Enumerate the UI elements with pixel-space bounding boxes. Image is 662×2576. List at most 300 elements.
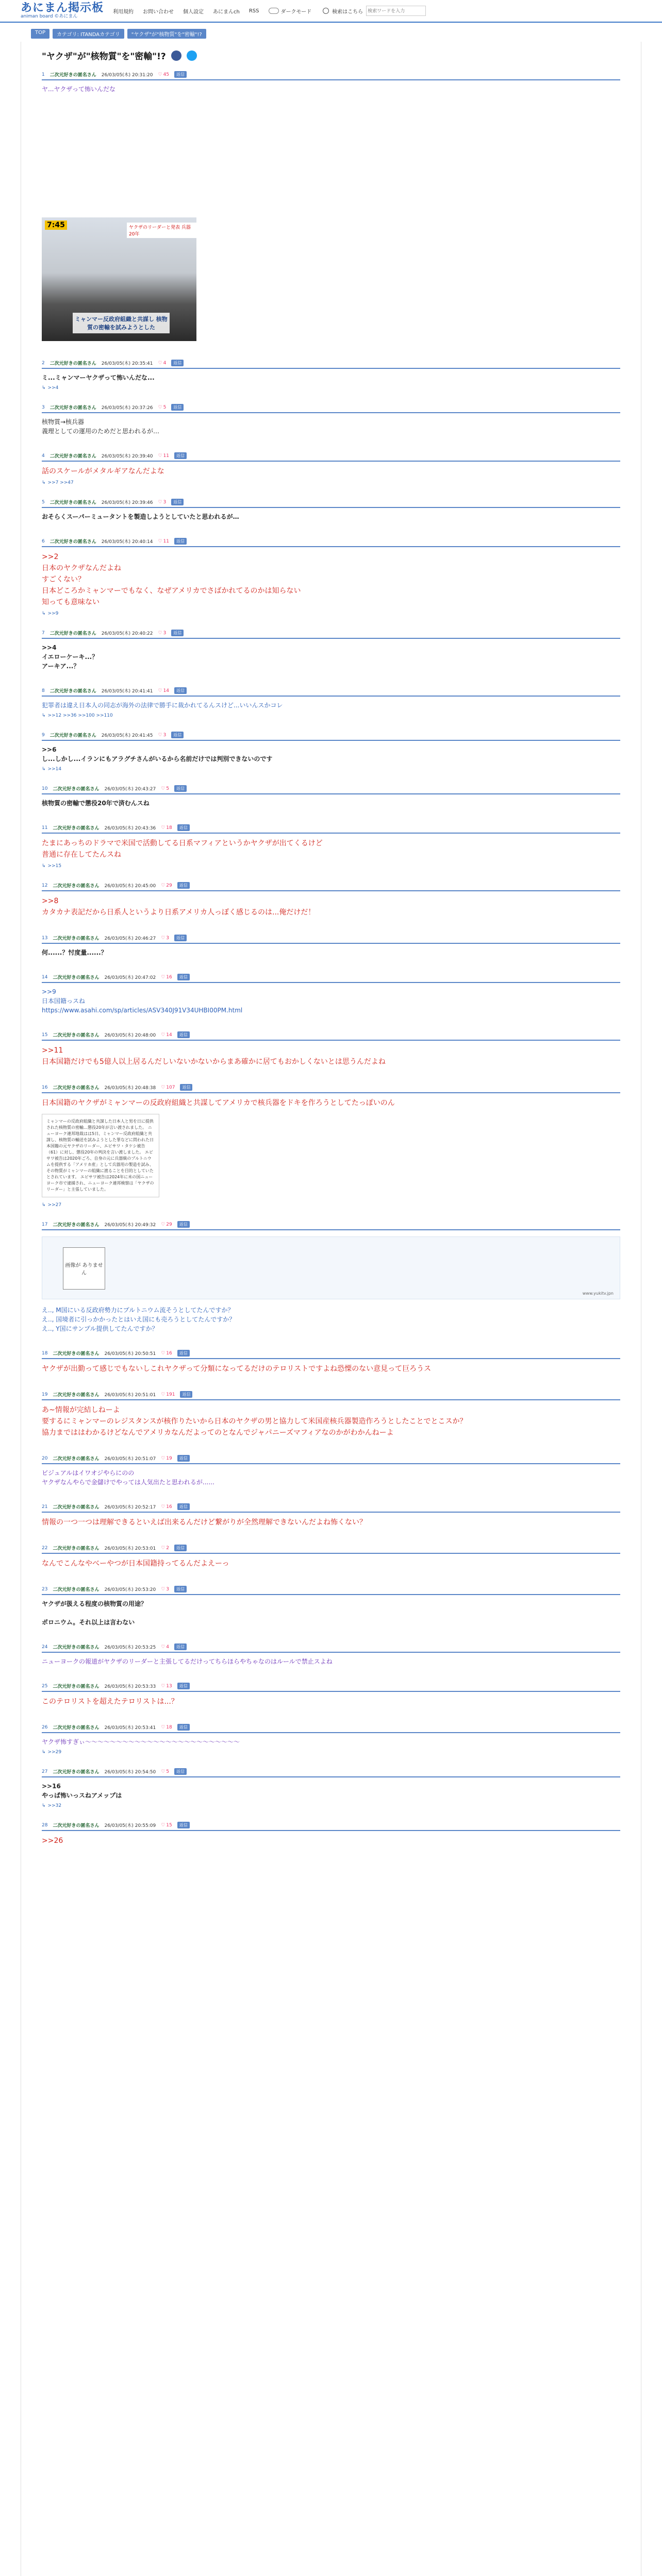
heart-icon: ♡ [158,360,162,366]
post [21,1683,641,1724]
post-header [42,1683,620,1692]
heart-icon: ♡ [158,538,162,544]
post-body: 何......？忖度量......？ [42,949,107,956]
reply-arrow-icon: ↳ [42,385,46,391]
toggle-switch-icon [269,8,279,14]
post-author: 二次元好きの匿名さん [53,1587,100,1592]
post [21,1545,641,1586]
post-number[interactable]: 21 [42,1504,48,1510]
post-body: おそらくスーパーミュータントを製造しようとしていたと思われるが… [42,513,239,520]
post-references [42,611,620,616]
like-count[interactable]: ♡ 107 [161,1084,175,1090]
post [21,1031,641,1084]
news-screenshot-image[interactable] [42,217,196,341]
post-date: 26/03/05(木) 20:49:32 [104,1223,156,1228]
heart-icon: ♡ [161,1644,166,1650]
reply-button[interactable]: 返信 [174,538,187,545]
post-number[interactable]: 4 [42,453,45,459]
like-count[interactable]: ♡ 14 [161,1032,172,1038]
post-number[interactable]: 11 [42,825,48,831]
like-count[interactable]: ♡ 29 [161,883,172,888]
no-image-thumbnail: 画像が ありません [63,1247,105,1290]
post-header [42,630,620,639]
post-date: 26/03/05(木) 20:39:40 [101,454,153,459]
heart-icon: ♡ [161,1586,166,1592]
post-spacer [42,1378,620,1391]
like-count[interactable]: ♡ 3 [158,732,167,738]
heart-icon: ♡ [161,1350,166,1356]
reply-button[interactable]: 返信 [177,1455,190,1462]
post-header [42,687,620,697]
post-number[interactable]: 22 [42,1545,48,1551]
like-count[interactable]: ♡ 29 [161,1222,172,1227]
post-spacer [42,921,620,935]
post-spacer [42,1442,620,1455]
post-body: ヤクザが出勤って感じでもないしこれヤクザって分類になってるだけのテロリストですよね恐慄のない意見って巨ろうス [42,1365,432,1373]
reply-button[interactable]: 返信 [171,404,184,411]
post [21,499,641,538]
post-author: 二次元好きの匿名さん [49,733,96,738]
post-date: 26/03/05(木) 20:51:01 [104,1393,156,1398]
post-references [42,1202,620,1208]
reference-links[interactable]: >>12 >>36 >>100 >>110 [47,713,113,718]
post [21,687,641,718]
post-number[interactable]: 3 [42,404,45,410]
post-body: このテロリストを超えたテロリストは...？ [42,1698,178,1706]
post-spacer [42,439,620,452]
reply-arrow-icon: ↳ [42,713,46,718]
post [21,935,641,974]
reply-arrow-icon: ↳ [42,611,46,616]
post-header [42,1545,620,1554]
post-date: 26/03/05(木) 20:41:45 [101,733,153,738]
post [21,1391,641,1455]
post-spacer [42,811,620,824]
search-label: 検索はこちら [332,9,363,15]
heart-icon: ♡ [161,1545,166,1551]
post-author: 二次元好きの匿名さん [49,454,96,459]
post-header [42,1768,620,1777]
post-spacer [42,524,620,538]
post [21,1768,641,1808]
post-number[interactable]: 16 [42,1084,48,1090]
like-count[interactable]: ♡ 191 [161,1392,175,1397]
like-count[interactable]: ♡ 3 [158,499,167,505]
like-count[interactable]: ♡ 45 [158,72,170,77]
post-author: 二次元好きの匿名さん [49,361,96,366]
post-author: 二次元好きの匿名さん [53,1684,100,1689]
reply-button[interactable]: 返信 [174,452,187,459]
breadcrumb-category[interactable]: カテゴリ: ITANDAカテゴリ [53,29,124,39]
post [21,1586,641,1643]
reference-links[interactable]: >>7 >>47 [47,480,74,485]
post [21,974,641,1031]
post-body: ヤ...ヤクザって怖いんだな [42,86,115,93]
post-body: 核物質→核兵器 義理としての運用のためだと思われるが… [42,418,160,435]
post-header [42,360,620,369]
nav-settings[interactable]: 個人設定 [183,9,204,15]
post-author: 二次元好きの匿名さん [53,1823,100,1828]
post-header [42,1350,620,1359]
reply-button[interactable]: 返信 [174,687,187,694]
post-body: >>8 カタカナ表記だから日系人というより日系アメリカ人っぽく感じるのは...俺だけだ！ [42,897,316,917]
post-header [42,1031,620,1041]
post-author: 二次元好きの匿名さん [53,826,100,831]
post-date: 26/03/05(木) 20:39:46 [101,500,153,505]
post-spacer [42,346,620,360]
post-header [42,1822,620,1831]
post-references [42,767,620,772]
nav-rss[interactable]: RSS [249,8,259,14]
post-spacer [42,1018,620,1031]
like-count[interactable]: ♡ 5 [161,786,170,791]
reply-button[interactable]: 返信 [171,630,184,636]
like-count[interactable]: ♡ 4 [161,1644,170,1650]
heart-icon: ♡ [161,1769,166,1774]
reply-button[interactable]: 返信 [174,1545,187,1551]
post-author: 二次元好きの匿名さん [49,73,96,78]
post-author: 二次元好きの匿名さん [53,884,100,889]
reply-button[interactable]: 返信 [177,1822,190,1828]
post-body: >>6 し...しかし...イランにもアラグチさんがいるから名前だけでは判別できないのです [42,746,273,762]
reply-button[interactable]: 返信 [171,499,184,505]
heart-icon: ♡ [161,1822,166,1828]
reference-links[interactable]: >>14 [47,767,62,772]
preview-site: www.yukitv.jpn [582,1291,614,1296]
post-body: ニューヨークの報道がヤクザのリーダーと主張してるだけってちらほらやちゃなのはルールで禁止スよね [42,1658,333,1665]
like-count[interactable]: ♡ 2 [161,1545,170,1551]
like-count[interactable]: ♡ 5 [161,1769,170,1774]
breadcrumb [0,23,662,42]
post-author: 二次元好きの匿名さん [49,539,96,545]
link-preview-card[interactable] [42,1236,620,1299]
reply-button[interactable]: 返信 [177,882,190,889]
post [21,452,641,485]
reply-button[interactable]: 返信 [180,1391,192,1398]
post-number[interactable]: 26 [42,1724,48,1730]
page-title: "ヤクザ"が"核物質"を"密輸"!? [42,52,166,62]
search-input[interactable] [366,6,426,16]
post-references [42,1803,620,1808]
post [21,882,641,935]
twitter-share-icon[interactable] [187,50,197,61]
reply-button[interactable]: 返信 [177,1683,190,1689]
post-date: 26/03/05(木) 20:53:20 [104,1587,156,1592]
post-author: 二次元好きの匿名さん [53,936,100,941]
post-author: 二次元好きの匿名さん [49,631,96,636]
post-number[interactable]: 5 [42,499,45,505]
post-author: 二次元好きの匿名さん [53,1351,100,1357]
post-date: 26/03/05(木) 20:43:36 [104,826,156,831]
post-body: >>26 [42,1837,63,1845]
post-body: え.., M国にいる反政府勢力にプルトニウム流そうとしてたんですか？ え.., 国境者に引っかかったとはいえ国にも売ろうとしてたんですか？ え.., Y国にサンプル提供してたんですか？ [42,1307,236,1332]
post-spacer [42,1669,620,1683]
post-header [42,785,620,794]
heart-icon: ♡ [161,1724,166,1730]
post-references [42,480,620,485]
post-author: 二次元好きの匿名さん [53,1725,100,1731]
post-header [42,499,620,508]
reference-links[interactable]: >>9 [47,611,59,616]
post [21,538,641,616]
reply-button[interactable]: 返信 [174,1768,187,1775]
post-author: 二次元好きの匿名さん [53,1505,100,1510]
heart-icon: ♡ [158,72,162,77]
post-date: 26/03/05(木) 20:45:00 [104,884,156,889]
like-count[interactable]: ♡ 13 [161,1683,172,1689]
like-count[interactable]: ♡ 16 [161,974,172,980]
post-header [42,71,620,80]
post [21,1350,641,1391]
reference-links[interactable]: >>29 [47,1750,62,1755]
post-author: 二次元好きの匿名さん [53,1393,100,1398]
post-date: 26/03/05(木) 20:53:41 [104,1725,156,1731]
post-number[interactable]: 8 [42,688,45,693]
post-number[interactable]: 14 [42,974,48,980]
post-author: 二次元好きの匿名さん [53,1223,100,1228]
post-date: 26/03/05(木) 20:48:38 [104,1086,156,1091]
post-header [42,452,620,462]
post-date: 26/03/05(木) 20:40:22 [101,631,153,636]
tv-time-tag: 7:45 [45,221,67,230]
post-references [42,385,620,391]
post-body: ヤクザが扱える程度の核物質の用途？ ポロニウム。それ以上は言わない [42,1600,147,1626]
post-date: 26/03/05(木) 20:31:20 [101,73,153,78]
post-references [42,713,620,718]
facebook-share-icon[interactable] [171,50,181,61]
post-number[interactable]: 20 [42,1455,48,1461]
post-number[interactable]: 25 [42,1683,48,1689]
post-header [42,1221,620,1230]
heart-icon: ♡ [161,974,166,980]
post-number[interactable]: 18 [42,1350,48,1356]
post-date: 26/03/05(木) 20:50:51 [104,1351,156,1357]
nav-animanch[interactable]: あにまんch [213,9,240,15]
post-header [42,882,620,891]
heart-icon: ♡ [161,1455,166,1461]
post-body: ミ...ミャンマーヤクザって怖いんだな... [42,374,155,381]
post-body: >>11 日本国籍だけでも5億人以上居るんだしいないかないからまあ確かに居てもおかしくないとは思うんだよね [42,1046,386,1066]
post-header [42,1391,620,1400]
dark-mode-toggle[interactable] [269,7,312,15]
post-body: たまにあっちのドラマで米国で活動してる日系マフィアというかヤクザが出てくるけど 普通に存在してたんスね [42,839,323,859]
post-body: 日本国籍のヤクザがミャンマーの反政府組織と共謀してアメリカで核兵器をドキを作ろうとしてたっぽいのん [42,1099,395,1107]
post-body: なんでこんなやべーやつが日本国籍持ってるんだよえーっ [42,1560,229,1568]
post-number[interactable]: 9 [42,732,45,738]
search-area [323,6,426,16]
reply-button[interactable]: 返信 [174,71,187,78]
post [21,785,641,824]
post-author: 二次元好きの匿名さん [53,1033,100,1038]
reply-button[interactable]: 返信 [171,360,184,366]
post-body: あ~情報が完結しねーよ 要するにミャンマーのレジスタンスが核作りたいから日本のヤクザの男と協力して米国産核兵器製造作ろうとしたことでとこスか？ 協力までははわかるけどなんでアメリカなんだよってのとなんでジャパニーズマフィアなのかがわかんねーよ [42,1406,467,1437]
heart-icon: ♡ [161,1504,166,1510]
post-body: >>2 日本のヤクザなんだよね すごくない？ 日本どころかミャンマーでもなく、なぜアメリカでさばかれてるのかは知らない 知っても意味ない [42,553,301,606]
post-date: 26/03/05(木) 20:55:09 [104,1823,156,1828]
post-author: 二次元好きの匿名さん [53,975,100,980]
logo-subtitle: animan board ©あにまん [21,14,78,19]
post-body: >>16 やっぱ怖いっスねアメップは [42,1783,122,1799]
post-body: 核物質の密輸で懲役20年で済むんスね [42,800,150,807]
reply-arrow-icon: ↳ [42,863,46,869]
like-count[interactable]: ♡ 16 [161,1504,172,1510]
reply-button[interactable]: 返信 [177,1724,190,1731]
post-number[interactable]: 6 [42,538,45,544]
post-number[interactable]: 24 [42,1644,48,1650]
heart-icon: ♡ [161,825,166,831]
post-number[interactable]: 12 [42,883,48,888]
reply-button[interactable]: 返信 [177,1031,190,1038]
post-date: 26/03/05(木) 20:53:25 [104,1645,156,1650]
post-spacer [42,1710,620,1724]
like-count[interactable]: ♡ 11 [158,453,170,459]
like-count[interactable]: ♡ 3 [158,630,167,636]
nav-contact[interactable]: お問い合わせ [143,9,174,15]
like-count[interactable]: ♡ 11 [158,538,170,544]
heart-icon: ♡ [161,1032,166,1038]
post-spacer [42,1630,620,1643]
post-author: 二次元好きの匿名さん [53,1645,100,1650]
heart-icon: ♡ [158,453,162,459]
post [21,404,641,452]
reply-button[interactable]: 返信 [174,935,187,941]
post [21,1455,641,1503]
post-number[interactable]: 15 [42,1032,48,1038]
breadcrumb-top[interactable]: TOP [31,29,49,39]
reply-button[interactable]: 返信 [171,732,184,738]
post-date: 26/03/05(木) 20:41:41 [101,689,153,694]
reference-links[interactable]: >>32 [47,1803,62,1808]
top-nav [113,7,311,15]
post-date: 26/03/05(木) 20:53:33 [104,1684,156,1689]
reply-button[interactable]: 返信 [177,1221,190,1228]
post-header [42,935,620,944]
post-date: 26/03/05(木) 20:51:07 [104,1456,156,1462]
post [21,1221,641,1350]
like-count[interactable]: ♡ 19 [161,1455,172,1461]
like-count[interactable]: ♡ 18 [161,825,172,831]
post [21,732,641,772]
post-number[interactable]: 17 [42,1222,48,1227]
post-spacer [42,1572,620,1586]
post-number[interactable]: 19 [42,1392,48,1397]
reply-button[interactable]: 返信 [174,785,187,792]
like-count[interactable]: ♡ 3 [161,1586,170,1592]
reply-button[interactable]: 返信 [174,1643,187,1650]
post-spacer [42,1531,620,1545]
post-author: 二次元好きの匿名さん [49,405,96,411]
image-top-caption: ヤクザのリーダーと発表 兵器20年 [127,223,196,238]
like-count[interactable]: ♡ 5 [158,404,167,410]
heart-icon: ♡ [161,1683,166,1689]
post-spacer [42,1071,620,1084]
post-number[interactable]: 1 [42,72,45,77]
post-spacer [42,1850,620,1863]
post-spacer [42,960,620,974]
reply-button[interactable]: 返信 [177,1350,190,1357]
post-date: 26/03/05(木) 20:54:50 [104,1770,156,1775]
post-number[interactable]: 2 [42,360,45,366]
like-count[interactable]: ♡ 4 [158,360,167,366]
reply-button[interactable]: 返信 [177,824,190,831]
post-number[interactable]: 10 [42,786,48,791]
nav-terms[interactable]: 利用規約 [113,9,134,15]
top-header [0,0,662,23]
post-header [42,1724,620,1733]
heart-icon: ♡ [161,1084,166,1090]
post-author: 二次元好きの匿名さん [53,787,100,792]
reference-links[interactable]: >>27 [47,1202,62,1208]
reply-button[interactable]: 返信 [177,1503,190,1510]
post-header [42,1586,620,1595]
like-count[interactable]: ♡ 3 [161,935,170,941]
search-icon [323,8,329,14]
reply-button[interactable]: 返信 [174,1586,187,1592]
reply-button[interactable]: 返信 [180,1084,192,1091]
like-count[interactable]: ♡ 18 [161,1724,172,1730]
reference-links[interactable]: >>15 [47,863,62,869]
post-list [21,71,641,1863]
post-number[interactable]: 28 [42,1822,48,1828]
post-header [42,732,620,741]
reply-arrow-icon: ↳ [42,1202,46,1208]
heart-icon: ♡ [158,630,162,636]
reply-arrow-icon: ↳ [42,480,46,485]
post [21,1643,641,1683]
heart-icon: ♡ [158,404,162,410]
article-card: ミャンマーの反政府組織と共謀した日本人と男を日に提供された核物質の密輸…懲役20年が言い渡されました。 ニューヨーク連邦地裁はは5日、ミャンマー反政府組織と共謀し、核物質の輸送を試みようとした罪などに問われた日本国籍の元ヤクザのリーダー、エビサワ・タケシ被告（61）に対し、懲役20年の判決を言い渡しました。 エビサワ被告は2020年ごろ、自身の元に兵器級のプルトニウムを提供する「アメリカ産」として兵器用の製造を試み、その物質がミャンマーの組織に渡ることを目的としていたとされています。 エビサワ被告は2024年に米の国ニューヨーク市で逮捕され、ニューヨーク連邦検察は「ヤクザのリーダー」と主張していました。 [42,1114,159,1197]
like-count[interactable]: ♡ 16 [161,1350,172,1356]
reference-links[interactable]: >>4 [47,385,59,391]
post-header [42,1084,620,1093]
post-number[interactable]: 7 [42,630,45,636]
reply-button[interactable]: 返信 [177,974,190,980]
dark-mode-label: ダークモード [280,9,312,15]
post-header [42,824,620,834]
breadcrumb-thread[interactable]: "ヤクザ"が"核物質"を"密輸"!? [127,29,206,39]
heart-icon: ♡ [161,1222,166,1227]
post-body: ヤクザ怖すぎぃ〜〜〜〜〜〜〜〜〜〜〜〜〜〜〜〜〜〜〜〜〜〜〜〜〜 [42,1738,240,1745]
post-spacer [42,1336,620,1350]
post-body: ビジュアルはイワオジやらにのの ヤクザなんやらで金儲けでやっては人気出たと思われるが...... [42,1469,214,1486]
post-header [42,1643,620,1653]
post-header [42,1455,620,1464]
post-author: 二次元好きの匿名さん [49,689,96,694]
like-count[interactable]: ♡ 15 [161,1822,172,1828]
post-author: 二次元好きの匿名さん [49,500,96,505]
logo-title: あにまん掲示板 [21,2,104,14]
reply-arrow-icon: ↳ [42,767,46,772]
post-author: 二次元好きの匿名さん [53,1456,100,1462]
heart-icon: ♡ [161,786,166,791]
post-body: 犯罪者は違え日本人の同志が海外の法律で勝手に裁かれてるんスけど...いいんスかコレ [42,702,283,709]
reply-arrow-icon: ↳ [42,1803,46,1808]
post [21,824,641,869]
post-references [42,1750,620,1755]
like-count[interactable]: ♡ 14 [158,688,170,693]
post [21,1822,641,1863]
heart-icon: ♡ [158,732,162,738]
heart-icon: ♡ [161,935,166,941]
post-spacer [42,1490,620,1503]
post-header [42,974,620,983]
site-logo[interactable] [21,3,104,19]
post-date: 26/03/05(木) 20:52:17 [104,1505,156,1510]
post-number[interactable]: 27 [42,1769,48,1774]
post-number[interactable]: 23 [42,1586,48,1592]
post-body: 話のスケールがメタルギアなんだよな [42,467,164,476]
post-number[interactable]: 13 [42,935,48,941]
